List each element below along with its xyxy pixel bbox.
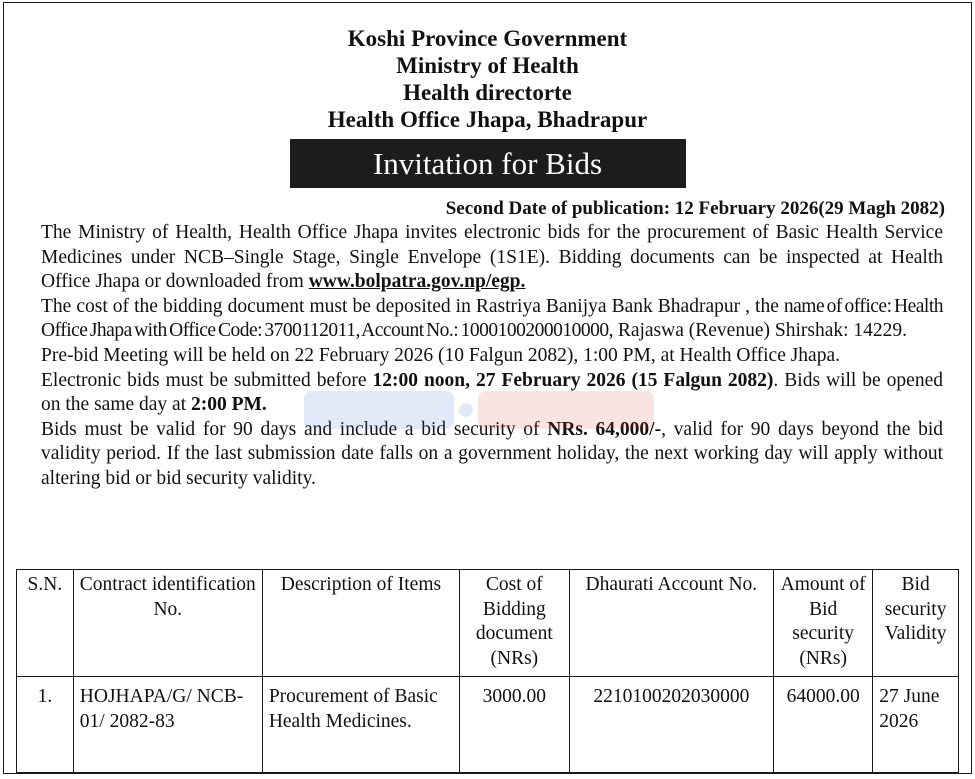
header-description: Description of Items [262,570,459,677]
cell-cost: 3000.00 [460,677,569,773]
cell-account: 2210100202030000 [569,677,774,773]
cell-sn: 1. [17,677,74,773]
notice-body [41,221,943,492]
cell-contract-id: HOJHAPA/G/ NCB- 01/ 2082-83 [73,677,262,773]
paragraph-validity: Bids must be valid for 90 days and include a bid security of NRs. 64,000/-, valid for 90 days beyond the bid validity period. If the last submission date falls on a government holiday, the next working day will apply without altering bid or bid security validity. [41,418,943,489]
notice-header [4,3,971,133]
paragraph-procurement: The Ministry of Health, Health Office Jhapa invites electronic bids for the procurement of Basic Health Service Medicines under NCB–Single Stage, Single Envelope (1S1E). Bidding documents can be inspected at Health Office Jhapa or downloaded from www.bolpatra.gov.np/egp. [41,222,943,293]
header-contract-id: Contract identification No. [73,570,262,677]
cell-validity: 27 June 2026 [873,677,959,773]
cell-description: Procurement of Basic Health Medicines. [262,677,459,773]
header-office: Health Office Jhapa, Bhadrapur [327,107,648,132]
cell-amount: 64000.00 [774,677,873,773]
table-header-row [17,570,959,677]
header-ministry: Ministry of Health [396,53,579,78]
header-directorate: Health directorte [403,80,572,105]
header-validity: Bid security Validity [873,570,959,677]
paragraph-prebid: Pre-bid Meeting will be held on 22 February 2026 (10 Falgun 2082), 1:00 PM, at Health Office Jhapa. [41,344,840,366]
bid-table [16,569,959,773]
bolpatra-link[interactable]: www.bolpatra.gov.np/egp. [308,271,526,293]
header-government: Koshi Province Government [347,26,628,51]
header-cost: Cost of Bidding document (NRs) [460,570,569,677]
notice-title: Invitation for Bids [290,139,686,188]
publication-date: Second Date of publication: 12 February 2026(29 Magh 2082) [445,198,945,219]
header-amount: Amount of Bid security (NRs) [774,570,873,677]
table-row [17,677,959,773]
paragraph-submission: Electronic bids must be submitted before 12:00 noon, 27 February 2026 (15 Falgun 2082). Bids will be opened on the same day at 2:00 PM. [41,369,943,416]
paragraph-document-cost: The cost of the bidding document must be deposited in Rastriya Banijya Bank Bhadrapur , the name of office: Health Office Jhapa with Office Code: 3700112011, Account No.: 1000100200010000, Rajaswa (Revenue) Shirshak: 14229. [41,295,943,342]
header-sn: S.N. [17,570,74,677]
notice-page [3,2,972,774]
header-account: Dhaurati Account No. [569,570,774,677]
